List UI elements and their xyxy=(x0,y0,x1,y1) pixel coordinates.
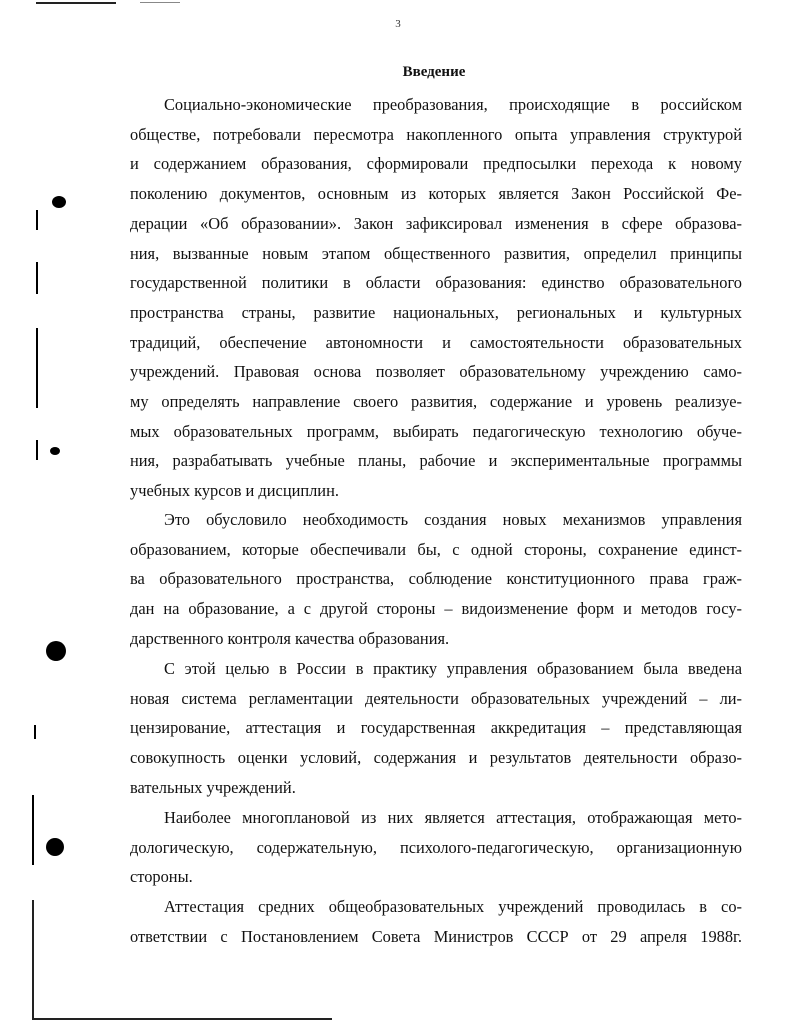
text-line: пространства страны, развитие национальных, региональных и культурных xyxy=(130,302,742,322)
text-line: традиций, обеспечение автономности и самостоятельности образовательных xyxy=(130,332,742,352)
paragraph-5 xyxy=(130,892,742,951)
text-line: учебных курсов и дисциплин. xyxy=(130,481,339,501)
text-line: государственной политики в области образования: единство образовательного xyxy=(130,273,742,293)
text-line: поколению документов, основным из которых является Закон Российской Фе- xyxy=(130,184,742,204)
punch-hole-mark xyxy=(46,838,64,856)
text-line: дерации «Об образовании». Закон зафиксировал изменения в сфере образова- xyxy=(130,213,742,233)
text-line: ния, вызванные новым этапом общественного развития, определил принципы xyxy=(130,243,742,263)
margin-line xyxy=(36,210,38,230)
punch-hole-mark xyxy=(46,641,66,661)
margin-line xyxy=(36,262,38,294)
text-line: совокупность оценки условий, содержания и результатов деятельности образо- xyxy=(130,748,742,768)
text-line: дан на образование, а с другой стороны – видоизменение форм и методов госу- xyxy=(130,599,742,619)
text-line: С этой целью в России в практику управления образованием была введена xyxy=(164,659,742,678)
text-line: Это обусловило необходимость создания новых механизмов управления xyxy=(164,510,742,529)
text-line: новая система регламентации деятельности образовательных учреждений – ли- xyxy=(130,688,742,708)
text-line: ва образовательного пространства, соблюдение конституционного права граж- xyxy=(130,569,742,589)
text-line: вательных учреждений. xyxy=(130,777,296,797)
margin-line xyxy=(32,795,34,865)
text-line: Социально-экономические преобразования, происходящие в российском xyxy=(164,95,742,114)
margin-line xyxy=(34,725,36,739)
scan-edge-top xyxy=(36,2,116,4)
paragraph-3 xyxy=(130,654,742,803)
text-line: обществе, потребовали пересмотра накопленного опыта управления структурой xyxy=(130,124,742,144)
paragraph-2 xyxy=(130,505,742,654)
page-number: 3 xyxy=(395,18,401,30)
section-title: Введение xyxy=(402,64,466,80)
text-line: дарственного контроля качества образования. xyxy=(130,628,450,648)
text-line: цензирование, аттестация и государственная аккредитация – представляющая xyxy=(130,718,742,738)
text-line: и содержанием образования, сформировали предпосылки перехода к новому xyxy=(130,154,742,174)
text-line: ответствии с Постановлением Совета Министров СССР от 29 апреля 1988г. xyxy=(130,926,742,946)
paragraph-4 xyxy=(130,803,742,892)
scan-edge-top-right xyxy=(140,2,180,3)
scan-edge-left xyxy=(32,900,34,1020)
paragraph-1 xyxy=(130,90,742,506)
text-line: Наиболее многоплановой из них является аттестация, отображающая мето- xyxy=(164,808,742,827)
text-line: мых образовательных программ, выбирать педагогическую технологию обуче- xyxy=(130,421,742,441)
text-line: учреждений. Правовая основа позволяет образовательному учреждению само- xyxy=(130,362,742,382)
text-line: ния, разрабатывать учебные планы, рабочие и экспериментальные программы xyxy=(130,451,742,471)
margin-line xyxy=(36,328,38,408)
scan-edge-bottom xyxy=(32,1018,332,1020)
text-line: стороны. xyxy=(130,867,193,887)
margin-line xyxy=(36,440,38,460)
punch-hole-mark xyxy=(50,447,60,455)
punch-hole-mark xyxy=(52,196,66,208)
text-line: дологическую, содержательную, психолого-педагогическую, организационную xyxy=(130,837,742,857)
text-line: му определять направление своего развития, содержание и уровень реализуе- xyxy=(130,392,742,412)
text-line: Аттестация средних общеобразовательных учреждений проводилась в со- xyxy=(164,897,742,916)
text-line: образованием, которые обеспечивали бы, с одной стороны, сохранение единст- xyxy=(130,539,742,559)
